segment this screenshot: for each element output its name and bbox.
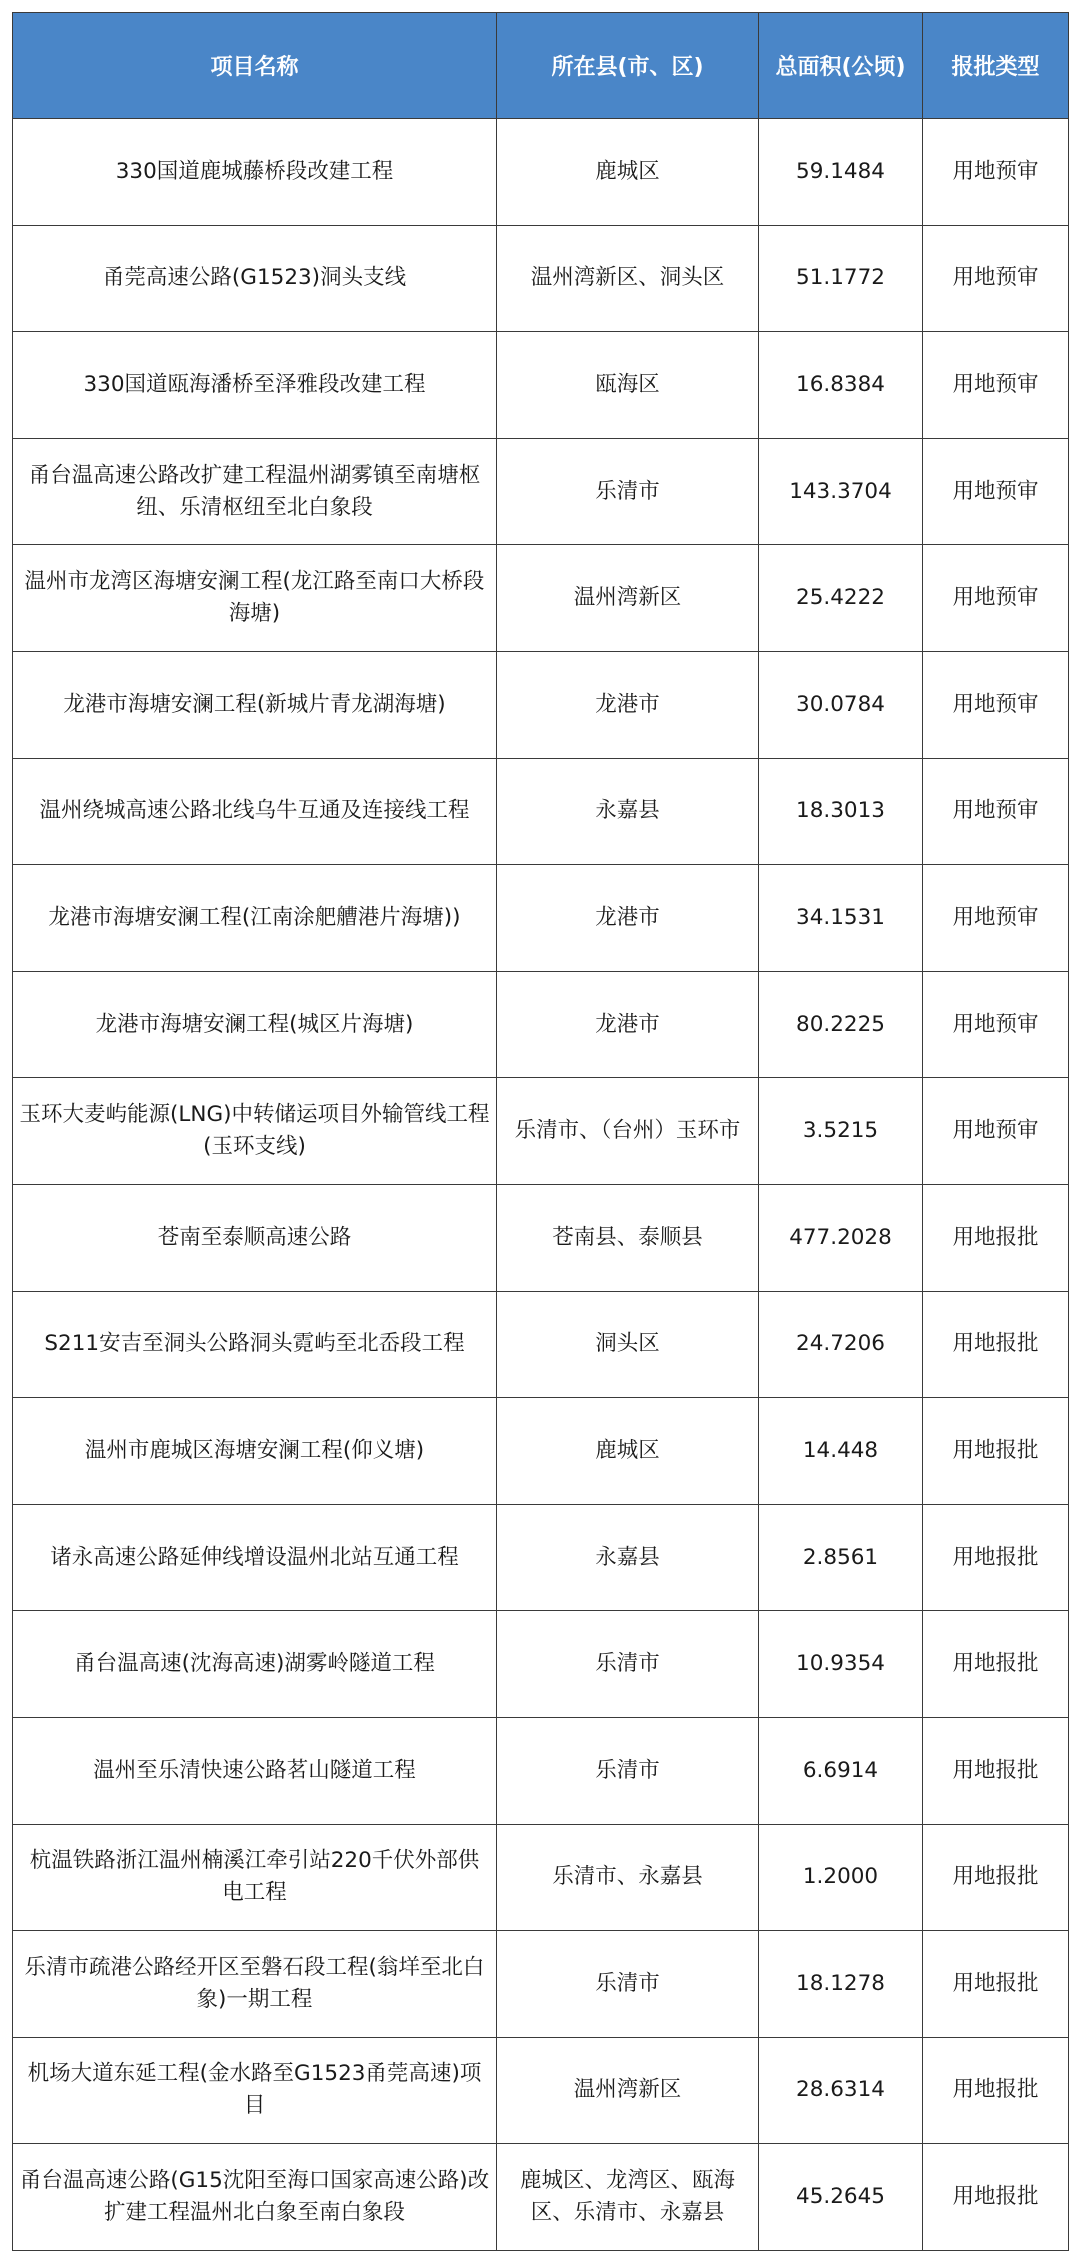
project-name-cell: 甬台温高速(沈海高速)湖雾岭隧道工程 bbox=[13, 1611, 497, 1718]
table-row bbox=[13, 225, 1069, 332]
project-table bbox=[12, 12, 1069, 2251]
table-row bbox=[13, 971, 1069, 1078]
table-row bbox=[13, 1504, 1069, 1611]
total-area-cell: 24.7206 bbox=[759, 1291, 923, 1398]
county-cell: 乐清市 bbox=[497, 1931, 759, 2038]
county-cell: 瓯海区 bbox=[497, 332, 759, 439]
project-name-cell: 龙港市海塘安澜工程(新城片青龙湖海塘) bbox=[13, 651, 497, 758]
county-cell: 乐清市 bbox=[497, 438, 759, 545]
county-cell: 鹿城区、龙湾区、瓯海区、乐清市、永嘉县 bbox=[497, 2144, 759, 2251]
project-name-cell: 温州绕城高速公路北线乌牛互通及连接线工程 bbox=[13, 758, 497, 865]
county-cell: 温州湾新区 bbox=[497, 2037, 759, 2144]
project-name-cell: 甬莞高速公路(G1523)洞头支线 bbox=[13, 225, 497, 332]
table-body bbox=[13, 119, 1069, 2251]
approval-type-cell: 用地报批 bbox=[923, 1611, 1069, 1718]
project-name-cell: 苍南至泰顺高速公路 bbox=[13, 1184, 497, 1291]
approval-type-cell: 用地报批 bbox=[923, 2037, 1069, 2144]
project-name-cell: 玉环大麦屿能源(LNG)中转储运项目外输管线工程(玉环支线) bbox=[13, 1078, 497, 1185]
project-name-cell: 温州至乐清快速公路茗山隧道工程 bbox=[13, 1717, 497, 1824]
county-cell: 龙港市 bbox=[497, 651, 759, 758]
total-area-cell: 30.0784 bbox=[759, 651, 923, 758]
header-total-area: 总面积(公顷) bbox=[759, 13, 923, 119]
approval-type-cell: 用地预审 bbox=[923, 971, 1069, 1078]
project-name-cell: 330国道鹿城藤桥段改建工程 bbox=[13, 119, 497, 226]
county-cell: 龙港市 bbox=[497, 971, 759, 1078]
approval-type-cell: 用地报批 bbox=[923, 1398, 1069, 1505]
county-cell: 洞头区 bbox=[497, 1291, 759, 1398]
approval-type-cell: 用地预审 bbox=[923, 332, 1069, 439]
project-name-cell: 温州市鹿城区海塘安澜工程(仰义塘) bbox=[13, 1398, 497, 1505]
approval-type-cell: 用地预审 bbox=[923, 1078, 1069, 1185]
approval-type-cell: 用地预审 bbox=[923, 438, 1069, 545]
approval-type-cell: 用地预审 bbox=[923, 545, 1069, 652]
county-cell: 温州湾新区 bbox=[497, 545, 759, 652]
approval-type-cell: 用地预审 bbox=[923, 758, 1069, 865]
total-area-cell: 80.2225 bbox=[759, 971, 923, 1078]
header-row bbox=[13, 13, 1069, 119]
county-cell: 龙港市 bbox=[497, 865, 759, 972]
table-row bbox=[13, 1291, 1069, 1398]
county-cell: 苍南县、泰顺县 bbox=[497, 1184, 759, 1291]
project-name-cell: 甬台温高速公路(G15沈阳至海口国家高速公路)改扩建工程温州北白象至南白象段 bbox=[13, 2144, 497, 2251]
table-row bbox=[13, 2144, 1069, 2251]
approval-type-cell: 用地报批 bbox=[923, 1184, 1069, 1291]
total-area-cell: 14.448 bbox=[759, 1398, 923, 1505]
table-header bbox=[13, 13, 1069, 119]
total-area-cell: 25.4222 bbox=[759, 545, 923, 652]
table-row bbox=[13, 1824, 1069, 1931]
table-row bbox=[13, 1611, 1069, 1718]
county-cell: 鹿城区 bbox=[497, 119, 759, 226]
project-table-container bbox=[12, 12, 1068, 2251]
approval-type-cell: 用地报批 bbox=[923, 1824, 1069, 1931]
approval-type-cell: 用地报批 bbox=[923, 1504, 1069, 1611]
project-name-cell: 杭温铁路浙江温州楠溪江牵引站220千伏外部供电工程 bbox=[13, 1824, 497, 1931]
table-row bbox=[13, 438, 1069, 545]
county-cell: 乐清市、永嘉县 bbox=[497, 1824, 759, 1931]
approval-type-cell: 用地预审 bbox=[923, 119, 1069, 226]
header-county: 所在县(市、区) bbox=[497, 13, 759, 119]
project-name-cell: 温州市龙湾区海塘安澜工程(龙江路至南口大桥段海塘) bbox=[13, 545, 497, 652]
total-area-cell: 2.8561 bbox=[759, 1504, 923, 1611]
table-row bbox=[13, 2037, 1069, 2144]
table-row bbox=[13, 1078, 1069, 1185]
project-name-cell: 机场大道东延工程(金水路至G1523甬莞高速)项目 bbox=[13, 2037, 497, 2144]
approval-type-cell: 用地报批 bbox=[923, 1931, 1069, 2038]
total-area-cell: 16.8384 bbox=[759, 332, 923, 439]
project-name-cell: 龙港市海塘安澜工程(城区片海塘) bbox=[13, 971, 497, 1078]
header-project-name: 项目名称 bbox=[13, 13, 497, 119]
county-cell: 永嘉县 bbox=[497, 1504, 759, 1611]
table-row bbox=[13, 1717, 1069, 1824]
table-row bbox=[13, 1184, 1069, 1291]
table-row bbox=[13, 332, 1069, 439]
total-area-cell: 6.6914 bbox=[759, 1717, 923, 1824]
county-cell: 乐清市 bbox=[497, 1611, 759, 1718]
total-area-cell: 3.5215 bbox=[759, 1078, 923, 1185]
total-area-cell: 45.2645 bbox=[759, 2144, 923, 2251]
county-cell: 乐清市、（台州）玉环市 bbox=[497, 1078, 759, 1185]
table-row bbox=[13, 865, 1069, 972]
approval-type-cell: 用地报批 bbox=[923, 1291, 1069, 1398]
total-area-cell: 34.1531 bbox=[759, 865, 923, 972]
total-area-cell: 59.1484 bbox=[759, 119, 923, 226]
approval-type-cell: 用地报批 bbox=[923, 1717, 1069, 1824]
county-cell: 温州湾新区、洞头区 bbox=[497, 225, 759, 332]
county-cell: 永嘉县 bbox=[497, 758, 759, 865]
total-area-cell: 1.2000 bbox=[759, 1824, 923, 1931]
total-area-cell: 477.2028 bbox=[759, 1184, 923, 1291]
county-cell: 鹿城区 bbox=[497, 1398, 759, 1505]
total-area-cell: 28.6314 bbox=[759, 2037, 923, 2144]
approval-type-cell: 用地预审 bbox=[923, 651, 1069, 758]
header-approval-type: 报批类型 bbox=[923, 13, 1069, 119]
project-name-cell: 诸永高速公路延伸线增设温州北站互通工程 bbox=[13, 1504, 497, 1611]
project-name-cell: S211安吉至洞头公路洞头霓屿至北岙段工程 bbox=[13, 1291, 497, 1398]
project-name-cell: 330国道瓯海潘桥至泽雅段改建工程 bbox=[13, 332, 497, 439]
project-name-cell: 龙港市海塘安澜工程(江南涂舥艚港片海塘)) bbox=[13, 865, 497, 972]
total-area-cell: 10.9354 bbox=[759, 1611, 923, 1718]
table-row bbox=[13, 545, 1069, 652]
project-name-cell: 甬台温高速公路改扩建工程温州湖雾镇至南塘枢纽、乐清枢纽至北白象段 bbox=[13, 438, 497, 545]
project-name-cell: 乐清市疏港公路经开区至磐石段工程(翁垟至北白象)一期工程 bbox=[13, 1931, 497, 2038]
table-row bbox=[13, 1931, 1069, 2038]
approval-type-cell: 用地预审 bbox=[923, 225, 1069, 332]
approval-type-cell: 用地报批 bbox=[923, 2144, 1069, 2251]
table-row bbox=[13, 1398, 1069, 1505]
total-area-cell: 18.3013 bbox=[759, 758, 923, 865]
table-row bbox=[13, 651, 1069, 758]
approval-type-cell: 用地预审 bbox=[923, 865, 1069, 972]
total-area-cell: 143.3704 bbox=[759, 438, 923, 545]
total-area-cell: 51.1772 bbox=[759, 225, 923, 332]
county-cell: 乐清市 bbox=[497, 1717, 759, 1824]
total-area-cell: 18.1278 bbox=[759, 1931, 923, 2038]
table-row bbox=[13, 119, 1069, 226]
table-row bbox=[13, 758, 1069, 865]
